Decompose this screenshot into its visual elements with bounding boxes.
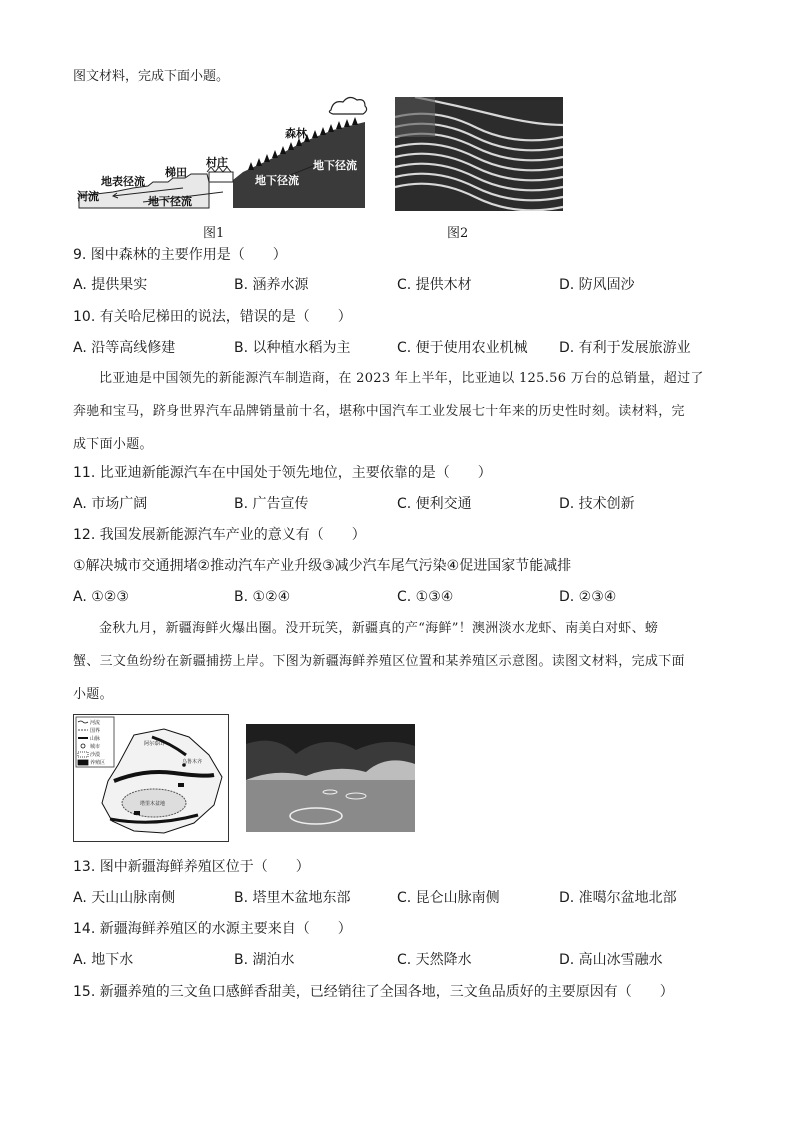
map-label-tarim: 塔里木盆地	[140, 801, 166, 807]
option-a[interactable]: A. 沿等高线修建	[73, 340, 176, 356]
label-underground-right: 地下径流	[313, 159, 357, 172]
option-a[interactable]: A. 提供果实	[73, 277, 148, 293]
legend-mountain: 山脉	[90, 736, 101, 742]
passage-byd-line-2: 奔驰和宝马，跻身世界汽车品牌销量前十名，堪称中国汽车工业发展七十年来的历史性时刻。读材料，完	[73, 404, 685, 419]
label-surface-runoff: 地表径流	[101, 175, 145, 188]
passage-xinjiang-seafood	[73, 612, 723, 711]
option-d[interactable]: D. ②③④	[559, 589, 617, 605]
question-11-stem: 11. 比亚迪新能源汽车在中国处于领先地位，主要依靠的是（ ）	[73, 465, 492, 481]
question-12-stem: 12. 我国发展新能源汽车产业的意义有（ ）	[73, 527, 366, 543]
question-12-statements: ①解决城市交通拥堵②推动汽车产业升级③减少汽车尾气污染④促进国家节能减排	[73, 558, 572, 574]
figure-1-caption: 图1	[203, 226, 225, 241]
figure-2-caption: 图2	[447, 226, 469, 241]
passage-byd-line-1: 比亚迪是中国领先的新能源汽车制造商，在 2023 年上半年，比亚迪以 125.56 万台的总销量，超过了	[99, 371, 704, 386]
option-b[interactable]: B. 以种植水稻为主	[234, 340, 351, 356]
passage-xinjiang-line-2: 蟹、三文鱼纷纷在新疆捕捞上岸。下图为新疆海鲜养殖区位置和某养殖区示意图。读图文材料，完成下面	[73, 654, 685, 669]
legend-city: 城市	[90, 744, 101, 750]
fish-farm-photo	[246, 724, 415, 832]
xinjiang-map	[73, 714, 229, 842]
option-c[interactable]: C. 提供木材	[397, 277, 472, 293]
option-a[interactable]: A. ①②③	[73, 589, 129, 605]
option-c[interactable]: C. ①③④	[397, 589, 454, 605]
passage-byd	[73, 362, 723, 461]
legend-river: 河流	[90, 720, 101, 726]
map-label-altai: 阿尔泰山	[144, 741, 165, 747]
option-d[interactable]: D. 技术创新	[559, 496, 635, 512]
label-river: 河流	[77, 190, 99, 203]
passage-byd-line-3: 成下面小题。	[73, 437, 153, 452]
option-b[interactable]: B. 广告宣传	[234, 496, 309, 512]
option-d[interactable]: D. 高山冰雪融水	[559, 952, 663, 968]
option-d[interactable]: D. 防风固沙	[559, 277, 635, 293]
option-c[interactable]: C. 昆仑山脉南侧	[397, 890, 500, 906]
option-c[interactable]: C. 便于使用农业机械	[397, 340, 528, 356]
label-forest: 森林	[285, 127, 307, 140]
label-underground-low: 地下径流	[148, 195, 192, 208]
option-c[interactable]: C. 便利交通	[397, 496, 472, 512]
option-d[interactable]: D. 准噶尔盆地北部	[559, 890, 677, 906]
option-b[interactable]: B. 湖泊水	[234, 952, 295, 968]
option-b[interactable]: B. 涵养水源	[234, 277, 309, 293]
option-d[interactable]: D. 有利于发展旅游业	[559, 340, 691, 356]
option-a[interactable]: A. 地下水	[73, 952, 134, 968]
label-village: 村庄	[206, 156, 228, 169]
figure-1-diagram	[73, 92, 370, 212]
passage-xinjiang-line-3: 小题。	[73, 687, 113, 702]
question-10-stem: 10. 有关哈尼梯田的说法，错误的是（ ）	[73, 309, 352, 325]
option-b[interactable]: B. ①②④	[234, 589, 291, 605]
option-c[interactable]: C. 天然降水	[397, 952, 472, 968]
question-13-stem: 13. 图中新疆海鲜养殖区位于（ ）	[73, 859, 310, 875]
map-label-urumqi: 乌鲁木齐	[182, 759, 203, 765]
option-a[interactable]: A. 天山山脉南侧	[73, 890, 176, 906]
legend-border: 国界	[90, 728, 101, 734]
question-9-stem: 9. 图中森林的主要作用是（ ）	[73, 247, 287, 263]
legend-desert: 沙漠	[90, 752, 101, 758]
label-underground-mid: 地下径流	[255, 174, 299, 187]
question-15-stem: 15. 新疆养殖的三文鱼口感鲜香甜美，已经销往了全国各地，三文鱼品质好的主要原因有（ ）	[73, 984, 674, 1000]
intro-text: 图文材料，完成下面小题。	[73, 69, 230, 84]
label-terraces: 梯田	[165, 166, 187, 179]
figure-2-terrace-photo	[395, 97, 563, 211]
option-a[interactable]: A. 市场广阔	[73, 496, 148, 512]
legend-farm: 养殖区	[90, 760, 106, 766]
passage-xinjiang-line-1: 金秋九月，新疆海鲜火爆出圈。没开玩笑，新疆真的产“海鲜”！澳洲淡水龙虾、南美白对虾、螃	[99, 621, 659, 636]
question-14-stem: 14. 新疆海鲜养殖区的水源主要来自（ ）	[73, 921, 352, 937]
option-b[interactable]: B. 塔里木盆地东部	[234, 890, 351, 906]
